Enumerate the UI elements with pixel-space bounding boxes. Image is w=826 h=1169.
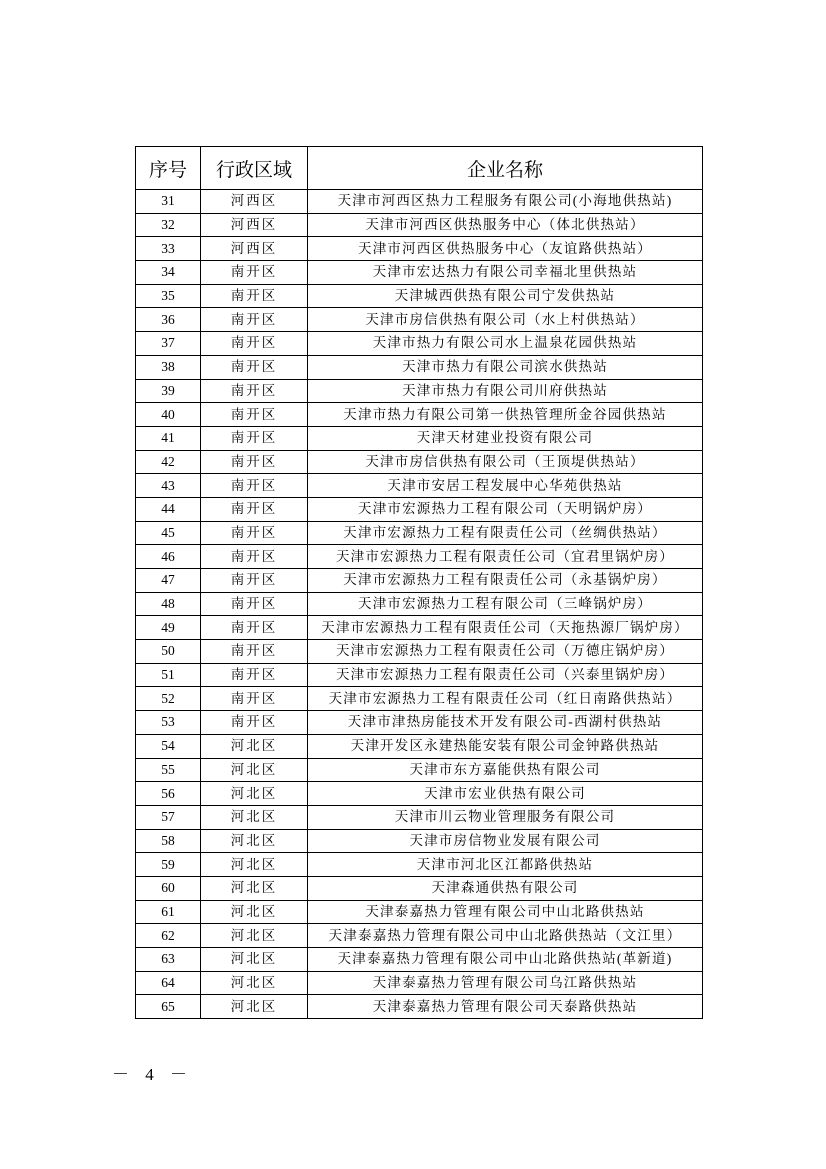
table-row bbox=[136, 829, 703, 853]
enterprise-name-cell: 天津市热力有限公司水上温泉花园供热站 bbox=[308, 332, 703, 356]
serial-number-cell: 51 bbox=[136, 663, 201, 687]
enterprise-name-cell: 天津市宏源热力工程有限公司（三峰锅炉房） bbox=[308, 592, 703, 616]
serial-number-cell: 36 bbox=[136, 308, 201, 332]
enterprise-name-cell: 天津泰嘉热力管理有限公司乌江路供热站 bbox=[308, 971, 703, 995]
table-row bbox=[136, 711, 703, 735]
district-cell: 河西区 bbox=[201, 213, 308, 237]
table-row bbox=[136, 450, 703, 474]
enterprise-name-cell: 天津泰嘉热力管理有限公司中山北路供热站(革新道) bbox=[308, 948, 703, 972]
district-cell: 南开区 bbox=[201, 261, 308, 285]
serial-number-cell: 38 bbox=[136, 355, 201, 379]
serial-number-cell: 55 bbox=[136, 758, 201, 782]
serial-number-cell: 34 bbox=[136, 261, 201, 285]
district-cell: 南开区 bbox=[201, 569, 308, 593]
enterprise-name-cell: 天津市热力有限公司第一供热管理所金谷园供热站 bbox=[308, 403, 703, 427]
table-row bbox=[136, 900, 703, 924]
district-cell: 南开区 bbox=[201, 308, 308, 332]
serial-number-cell: 41 bbox=[136, 426, 201, 450]
enterprise-name-cell: 天津市宏源热力工程有限责任公司（红日南路供热站） bbox=[308, 687, 703, 711]
table-row bbox=[136, 663, 703, 687]
serial-number-cell: 64 bbox=[136, 971, 201, 995]
enterprise-name-cell: 天津市河北区江都路供热站 bbox=[308, 853, 703, 877]
enterprise-name-cell: 天津开发区永建热能安装有限公司金钟路供热站 bbox=[308, 734, 703, 758]
table-header-row bbox=[136, 147, 703, 190]
table-row bbox=[136, 332, 703, 356]
district-cell: 河北区 bbox=[201, 853, 308, 877]
enterprise-name-cell: 天津市宏源热力工程有限责任公司（永基锅炉房） bbox=[308, 569, 703, 593]
table-row bbox=[136, 497, 703, 521]
serial-number-cell: 61 bbox=[136, 900, 201, 924]
serial-number-cell: 53 bbox=[136, 711, 201, 735]
enterprise-name-cell: 天津市热力有限公司川府供热站 bbox=[308, 379, 703, 403]
district-cell: 南开区 bbox=[201, 616, 308, 640]
table-row bbox=[136, 782, 703, 806]
district-cell: 南开区 bbox=[201, 426, 308, 450]
table-row bbox=[136, 734, 703, 758]
page-number: － 4 － bbox=[112, 1065, 193, 1084]
enterprise-name-cell: 天津市宏源热力工程有限责任公司（天拖热源厂锅炉房） bbox=[308, 616, 703, 640]
enterprise-name-cell: 天津市宏达热力有限公司幸福北里供热站 bbox=[308, 261, 703, 285]
district-cell: 河北区 bbox=[201, 734, 308, 758]
enterprise-name-cell: 天津市安居工程发展中心华苑供热站 bbox=[308, 474, 703, 498]
serial-number-cell: 58 bbox=[136, 829, 201, 853]
table-row bbox=[136, 640, 703, 664]
serial-number-cell: 52 bbox=[136, 687, 201, 711]
district-cell: 河北区 bbox=[201, 900, 308, 924]
district-cell: 南开区 bbox=[201, 687, 308, 711]
district-cell: 南开区 bbox=[201, 450, 308, 474]
serial-number-cell: 62 bbox=[136, 924, 201, 948]
serial-number-cell: 65 bbox=[136, 995, 201, 1019]
table-row bbox=[136, 995, 703, 1019]
table-row bbox=[136, 924, 703, 948]
serial-number-cell: 60 bbox=[136, 876, 201, 900]
district-cell: 南开区 bbox=[201, 592, 308, 616]
district-cell: 南开区 bbox=[201, 355, 308, 379]
serial-number-cell: 32 bbox=[136, 213, 201, 237]
district-cell: 河北区 bbox=[201, 971, 308, 995]
enterprise-name-cell: 天津市河西区供热服务中心（友谊路供热站） bbox=[308, 237, 703, 261]
table-row bbox=[136, 569, 703, 593]
enterprise-name-cell: 天津泰嘉热力管理有限公司中山北路供热站 bbox=[308, 900, 703, 924]
table-row bbox=[136, 190, 703, 214]
table-row bbox=[136, 308, 703, 332]
enterprise-name-cell: 天津泰嘉热力管理有限公司天泰路供热站 bbox=[308, 995, 703, 1019]
serial-number-cell: 47 bbox=[136, 569, 201, 593]
serial-number-cell: 57 bbox=[136, 805, 201, 829]
enterprise-name-cell: 天津森通供热有限公司 bbox=[308, 876, 703, 900]
enterprise-name-cell: 天津市房信供热有限公司（王顶堤供热站） bbox=[308, 450, 703, 474]
enterprise-name-cell: 天津市房信供热有限公司（水上村供热站） bbox=[308, 308, 703, 332]
district-cell: 南开区 bbox=[201, 332, 308, 356]
serial-number-cell: 59 bbox=[136, 853, 201, 877]
serial-number-cell: 42 bbox=[136, 450, 201, 474]
serial-number-cell: 43 bbox=[136, 474, 201, 498]
serial-number-cell: 31 bbox=[136, 190, 201, 214]
enterprise-name-cell: 天津市东方嘉能供热有限公司 bbox=[308, 758, 703, 782]
table-row bbox=[136, 403, 703, 427]
district-cell: 南开区 bbox=[201, 474, 308, 498]
table-row bbox=[136, 426, 703, 450]
serial-number-cell: 44 bbox=[136, 497, 201, 521]
table-row bbox=[136, 687, 703, 711]
enterprise-name-cell: 天津市热力有限公司滨水供热站 bbox=[308, 355, 703, 379]
table-row bbox=[136, 474, 703, 498]
table-row bbox=[136, 213, 703, 237]
district-cell: 河北区 bbox=[201, 995, 308, 1019]
enterprise-name-cell: 天津泰嘉热力管理有限公司中山北路供热站（文江里） bbox=[308, 924, 703, 948]
enterprise-name-cell: 天津市宏业供热有限公司 bbox=[308, 782, 703, 806]
table-row bbox=[136, 237, 703, 261]
enterprise-name-cell: 天津市宏源热力工程有限责任公司（兴泰里锅炉房） bbox=[308, 663, 703, 687]
serial-number-cell: 63 bbox=[136, 948, 201, 972]
district-cell: 南开区 bbox=[201, 497, 308, 521]
table-row bbox=[136, 284, 703, 308]
enterprise-name-cell: 天津市宏源热力工程有限责任公司（丝绸供热站） bbox=[308, 521, 703, 545]
district-cell: 河西区 bbox=[201, 190, 308, 214]
table-body bbox=[136, 190, 703, 1019]
district-cell: 南开区 bbox=[201, 640, 308, 664]
district-cell: 河北区 bbox=[201, 924, 308, 948]
serial-number-cell: 33 bbox=[136, 237, 201, 261]
enterprise-table bbox=[135, 146, 703, 1019]
district-cell: 河北区 bbox=[201, 829, 308, 853]
table-row bbox=[136, 379, 703, 403]
district-cell: 南开区 bbox=[201, 521, 308, 545]
enterprise-name-cell: 天津市河西区供热服务中心（体北供热站） bbox=[308, 213, 703, 237]
serial-number-cell: 49 bbox=[136, 616, 201, 640]
district-cell: 河北区 bbox=[201, 876, 308, 900]
serial-number-cell: 48 bbox=[136, 592, 201, 616]
table-row bbox=[136, 971, 703, 995]
table-row bbox=[136, 876, 703, 900]
district-cell: 南开区 bbox=[201, 545, 308, 569]
district-cell: 河北区 bbox=[201, 782, 308, 806]
enterprise-name-cell: 天津市津热房能技术开发有限公司-西湖村供热站 bbox=[308, 711, 703, 735]
table-row bbox=[136, 545, 703, 569]
district-cell: 河北区 bbox=[201, 805, 308, 829]
enterprise-name-cell: 天津市宏源热力工程有限责任公司（万德庄锅炉房） bbox=[308, 640, 703, 664]
table-row bbox=[136, 592, 703, 616]
serial-number-cell: 46 bbox=[136, 545, 201, 569]
serial-number-cell: 45 bbox=[136, 521, 201, 545]
serial-number-cell: 54 bbox=[136, 734, 201, 758]
table-row bbox=[136, 521, 703, 545]
enterprise-name-cell: 天津城西供热有限公司宁发供热站 bbox=[308, 284, 703, 308]
enterprise-name-cell: 天津市河西区热力工程服务有限公司(小海地供热站) bbox=[308, 190, 703, 214]
table-row bbox=[136, 355, 703, 379]
serial-number-cell: 56 bbox=[136, 782, 201, 806]
enterprise-name-cell: 天津市川云物业管理服务有限公司 bbox=[308, 805, 703, 829]
table-row bbox=[136, 853, 703, 877]
district-cell: 河北区 bbox=[201, 758, 308, 782]
district-cell: 南开区 bbox=[201, 379, 308, 403]
district-cell: 河北区 bbox=[201, 948, 308, 972]
enterprise-name-cell: 天津天材建业投资有限公司 bbox=[308, 426, 703, 450]
table-row bbox=[136, 616, 703, 640]
table-row bbox=[136, 758, 703, 782]
table-row bbox=[136, 948, 703, 972]
serial-number-cell: 50 bbox=[136, 640, 201, 664]
enterprise-name-cell: 天津市宏源热力工程有限责任公司（宜君里锅炉房） bbox=[308, 545, 703, 569]
enterprise-name-cell: 天津市宏源热力工程有限公司（天明锅炉房） bbox=[308, 497, 703, 521]
district-cell: 南开区 bbox=[201, 284, 308, 308]
table-row bbox=[136, 261, 703, 285]
serial-number-cell: 37 bbox=[136, 332, 201, 356]
serial-number-cell: 40 bbox=[136, 403, 201, 427]
enterprise-name-cell: 天津市房信物业发展有限公司 bbox=[308, 829, 703, 853]
header-serial-number: 序号 bbox=[136, 147, 201, 190]
header-district: 行政区域 bbox=[201, 147, 308, 190]
serial-number-cell: 39 bbox=[136, 379, 201, 403]
district-cell: 南开区 bbox=[201, 663, 308, 687]
district-cell: 南开区 bbox=[201, 403, 308, 427]
table-row bbox=[136, 805, 703, 829]
header-enterprise-name: 企业名称 bbox=[308, 147, 703, 190]
district-cell: 南开区 bbox=[201, 711, 308, 735]
serial-number-cell: 35 bbox=[136, 284, 201, 308]
district-cell: 河西区 bbox=[201, 237, 308, 261]
